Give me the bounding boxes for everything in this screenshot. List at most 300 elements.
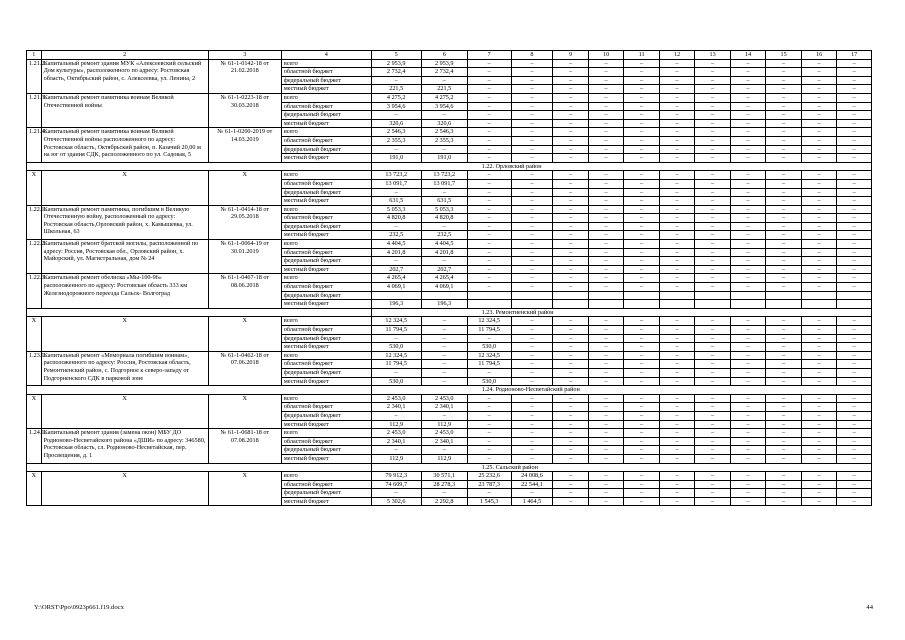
amount-cell: – — [695, 437, 731, 446]
amount-cell: – — [588, 437, 624, 446]
amount-cell: – — [659, 93, 695, 102]
amount-cell: – — [421, 111, 467, 120]
amount-cell — [467, 300, 511, 309]
amount-cell: – — [624, 360, 660, 369]
amount-cell: – — [511, 154, 553, 163]
amount-cell: 2 953,9 — [421, 59, 467, 68]
amount-cell: – — [730, 360, 766, 369]
amount-cell — [766, 300, 802, 309]
amount-cell: 320,6 — [371, 119, 421, 128]
amount-cell: – — [553, 231, 589, 240]
amount-cell: – — [766, 119, 802, 128]
amount-cell: – — [659, 222, 695, 231]
object-name: Капитальный ремонт обелиска «Мы-100-96» расположенного по адресу: Ростовская область 333 км Железнодорожного переезда Сальск- Волгоград — [41, 274, 208, 308]
amount-cell: – — [421, 368, 467, 377]
amount-cell: – — [766, 326, 802, 335]
amount-cell: – — [624, 76, 660, 85]
amount-cell: 2 292,8 — [421, 497, 467, 506]
amount-cell: 13 723,2 — [371, 171, 421, 180]
funding-source: всего — [281, 394, 371, 403]
amount-cell: – — [695, 446, 731, 455]
amount-cell: – — [659, 59, 695, 68]
amount-cell: – — [659, 377, 695, 386]
amount-cell: – — [371, 334, 421, 343]
funding-source: областной бюджет — [281, 480, 371, 489]
amount-cell: – — [801, 257, 837, 266]
object-number: Х — [27, 472, 42, 506]
amount-cell: 112,9 — [371, 420, 421, 429]
amount-cell: – — [624, 480, 660, 489]
amount-cell: – — [467, 368, 511, 377]
amount-cell: – — [588, 68, 624, 77]
amount-cell: – — [588, 205, 624, 214]
amount-cell: – — [624, 368, 660, 377]
funding-source: областной бюджет — [281, 214, 371, 223]
amount-cell: 2 355,3 — [421, 136, 467, 145]
amount-cell: – — [588, 214, 624, 223]
amount-cell: 5 053,3 — [371, 205, 421, 214]
amount-cell: – — [766, 145, 802, 154]
amount-cell: – — [467, 179, 511, 188]
amount-cell: – — [730, 214, 766, 223]
object-number: 1.22.2. — [27, 240, 42, 274]
amount-cell: 202,7 — [371, 265, 421, 274]
amount-cell: 4 069,1 — [421, 283, 467, 292]
district-blank — [27, 308, 372, 317]
amount-cell: – — [511, 59, 553, 68]
amount-cell: 5 302,6 — [371, 497, 421, 506]
object-name: Х — [41, 171, 208, 205]
amount-cell: – — [624, 222, 660, 231]
amount-cell: – — [695, 76, 731, 85]
amount-cell: – — [588, 368, 624, 377]
amount-cell: – — [730, 119, 766, 128]
object-name: Х — [41, 317, 208, 351]
table-row — [27, 171, 872, 180]
amount-cell: – — [659, 257, 695, 266]
amount-cell: 4 069,1 — [371, 283, 421, 292]
amount-cell: – — [801, 179, 837, 188]
amount-cell: – — [730, 343, 766, 352]
amount-cell: – — [659, 231, 695, 240]
column-number: 16 — [801, 51, 837, 60]
amount-cell: – — [588, 119, 624, 128]
amount-cell: – — [837, 472, 872, 481]
amount-cell: – — [511, 85, 553, 94]
amount-cell: – — [695, 188, 731, 197]
funding-source: местный бюджет — [281, 420, 371, 429]
district-row — [27, 308, 872, 317]
amount-cell: – — [588, 360, 624, 369]
amount-cell: – — [553, 351, 589, 360]
amount-cell: – — [371, 257, 421, 266]
amount-cell — [695, 300, 731, 309]
amount-cell: 631,5 — [421, 197, 467, 206]
amount-cell: – — [766, 231, 802, 240]
amount-cell: – — [837, 283, 872, 292]
amount-cell: – — [659, 283, 695, 292]
amount-cell: – — [801, 111, 837, 120]
amount-cell: – — [695, 111, 731, 120]
amount-cell: – — [695, 472, 731, 481]
object-number: 1.21.3. — [27, 93, 42, 127]
amount-cell: – — [553, 111, 589, 120]
amount-cell: – — [624, 377, 660, 386]
column-number: 8 — [511, 51, 553, 60]
amount-cell: – — [553, 420, 589, 429]
amount-cell: – — [695, 317, 731, 326]
amount-cell: – — [801, 377, 837, 386]
amount-cell: – — [553, 136, 589, 145]
amount-cell: – — [421, 411, 467, 420]
amount-cell: – — [659, 394, 695, 403]
amount-cell: 2 453,0 — [371, 429, 421, 438]
amount-cell: – — [553, 128, 589, 137]
object-number: 1.22.3. — [27, 274, 42, 308]
amount-cell: – — [467, 446, 511, 455]
table-row — [27, 128, 872, 137]
funding-source: областной бюджет — [281, 179, 371, 188]
amount-cell: – — [659, 326, 695, 335]
amount-cell: – — [801, 171, 837, 180]
amount-cell: – — [588, 480, 624, 489]
amount-cell: – — [659, 111, 695, 120]
district-blank — [27, 162, 372, 171]
amount-cell — [467, 291, 511, 300]
amount-cell: – — [837, 222, 872, 231]
amount-cell: – — [801, 154, 837, 163]
amount-cell: – — [766, 497, 802, 506]
amount-cell: – — [801, 85, 837, 94]
amount-cell: – — [766, 240, 802, 249]
amount-cell: – — [553, 394, 589, 403]
amount-cell: – — [624, 145, 660, 154]
amount-cell: – — [766, 334, 802, 343]
amount-cell: – — [588, 394, 624, 403]
amount-cell: – — [553, 240, 589, 249]
amount-cell: – — [695, 420, 731, 429]
amount-cell: – — [801, 334, 837, 343]
amount-cell: – — [624, 102, 660, 111]
funding-source: федеральный бюджет — [281, 489, 371, 498]
amount-cell: – — [730, 326, 766, 335]
amount-cell: – — [624, 248, 660, 257]
district-row — [27, 463, 872, 472]
amount-cell: – — [588, 59, 624, 68]
expertise-doc: Х — [208, 171, 281, 205]
amount-cell: – — [371, 489, 421, 498]
object-number: 1.22.1. — [27, 205, 42, 239]
amount-cell: – — [511, 222, 553, 231]
amount-cell: – — [553, 403, 589, 412]
amount-cell: – — [766, 188, 802, 197]
amount-cell: – — [467, 59, 511, 68]
amount-cell: – — [801, 326, 837, 335]
amount-cell: – — [730, 76, 766, 85]
amount-cell: – — [837, 497, 872, 506]
amount-cell: – — [624, 179, 660, 188]
funding-source: местный бюджет — [281, 197, 371, 206]
amount-cell: 631,5 — [371, 197, 421, 206]
amount-cell: 2 732,4 — [421, 68, 467, 77]
funding-source: федеральный бюджет — [281, 76, 371, 85]
expertise-doc: № 61-1-0462-18 от 07.06.2018 — [208, 351, 281, 385]
amount-cell: – — [421, 377, 467, 386]
amount-cell: – — [695, 283, 731, 292]
amount-cell: – — [624, 59, 660, 68]
amount-cell: 11 794,5 — [467, 326, 511, 335]
funding-source: федеральный бюджет — [281, 222, 371, 231]
amount-cell: – — [766, 454, 802, 463]
amount-cell: – — [801, 274, 837, 283]
amount-cell: – — [837, 403, 872, 412]
object-number: 1.21.4. — [27, 128, 42, 162]
amount-cell: – — [659, 154, 695, 163]
amount-cell: – — [695, 222, 731, 231]
expertise-doc: № 61-1-0223-18 от 30.03.2018 — [208, 93, 281, 127]
amount-cell: – — [467, 205, 511, 214]
funding-source: местный бюджет — [281, 231, 371, 240]
amount-cell: – — [766, 472, 802, 481]
amount-cell: – — [588, 403, 624, 412]
funding-source: областной бюджет — [281, 248, 371, 257]
amount-cell: – — [511, 265, 553, 274]
object-name: Х — [41, 472, 208, 506]
amount-cell: – — [695, 214, 731, 223]
amount-cell: – — [588, 240, 624, 249]
amount-cell: 530,0 — [371, 377, 421, 386]
object-number: 1.23.1. — [27, 351, 42, 385]
table-body — [27, 51, 872, 506]
amount-cell: 4 275,2 — [421, 93, 467, 102]
amount-cell: – — [467, 197, 511, 206]
amount-cell: – — [511, 102, 553, 111]
amount-cell: – — [766, 446, 802, 455]
amount-cell: – — [766, 274, 802, 283]
amount-cell: – — [421, 326, 467, 335]
amount-cell: – — [553, 334, 589, 343]
amount-cell: – — [695, 377, 731, 386]
amount-cell: – — [553, 197, 589, 206]
amount-cell: – — [695, 429, 731, 438]
amount-cell: 2 546,3 — [421, 128, 467, 137]
amount-cell: – — [730, 274, 766, 283]
amount-cell: – — [421, 343, 467, 352]
amount-cell: 112,9 — [371, 454, 421, 463]
object-name: Капитальный ремонт памятника, погибшим в Великую Отечественную войну, расположенный по адресу: Ростовская область,Орловский район, х. Камышевка, ул. Школьная, 63 — [41, 205, 208, 239]
amount-cell — [553, 300, 589, 309]
amount-cell: – — [659, 446, 695, 455]
amount-cell: – — [730, 257, 766, 266]
amount-cell: 202,7 — [421, 265, 467, 274]
amount-cell — [659, 291, 695, 300]
funding-source: всего — [281, 128, 371, 137]
amount-cell — [553, 291, 589, 300]
amount-cell: – — [801, 231, 837, 240]
object-number: 1.24.1. — [27, 429, 42, 463]
column-number: 17 — [837, 51, 872, 60]
amount-cell: 196,3 — [371, 300, 421, 309]
amount-cell: – — [588, 497, 624, 506]
amount-cell: – — [766, 265, 802, 274]
amount-cell: – — [695, 497, 731, 506]
amount-cell: – — [730, 179, 766, 188]
amount-cell: 11 794,5 — [467, 360, 511, 369]
amount-cell: – — [421, 334, 467, 343]
amount-cell: – — [766, 93, 802, 102]
amount-cell: 4 820,8 — [371, 214, 421, 223]
table-row — [27, 394, 872, 403]
amount-cell: – — [695, 128, 731, 137]
column-number: 9 — [553, 51, 589, 60]
column-number: 4 — [281, 51, 371, 60]
amount-cell: – — [837, 343, 872, 352]
amount-cell: – — [588, 274, 624, 283]
amount-cell: – — [801, 351, 837, 360]
amount-cell: – — [659, 119, 695, 128]
amount-cell: – — [766, 222, 802, 231]
amount-cell: 5 053,3 — [421, 205, 467, 214]
amount-cell: – — [588, 111, 624, 120]
amount-cell: – — [730, 85, 766, 94]
amount-cell: – — [766, 317, 802, 326]
amount-cell: – — [511, 437, 553, 446]
amount-cell: – — [766, 411, 802, 420]
district-blank — [27, 463, 372, 472]
amount-cell: 12 324,5 — [467, 351, 511, 360]
amount-cell: – — [659, 136, 695, 145]
amount-cell: – — [837, 188, 872, 197]
amount-cell: 221,5 — [421, 85, 467, 94]
amount-cell: 74 609,7 — [371, 480, 421, 489]
amount-cell: – — [511, 454, 553, 463]
funding-source: областной бюджет — [281, 136, 371, 145]
amount-cell: – — [421, 360, 467, 369]
amount-cell — [588, 291, 624, 300]
amount-cell: – — [553, 274, 589, 283]
amount-cell: – — [837, 429, 872, 438]
amount-cell: – — [624, 205, 660, 214]
amount-cell: – — [837, 145, 872, 154]
amount-cell: – — [659, 368, 695, 377]
amount-cell: – — [659, 188, 695, 197]
amount-cell: 530,0 — [371, 343, 421, 352]
amount-cell: – — [624, 265, 660, 274]
amount-cell: 25 232,6 — [467, 472, 511, 481]
amount-cell: 2 355,3 — [371, 136, 421, 145]
amount-cell: – — [801, 265, 837, 274]
amount-cell: – — [659, 360, 695, 369]
amount-cell: – — [659, 437, 695, 446]
amount-cell — [730, 300, 766, 309]
funding-source: всего — [281, 240, 371, 249]
amount-cell: – — [837, 257, 872, 266]
amount-cell: – — [766, 85, 802, 94]
amount-cell: – — [801, 197, 837, 206]
amount-cell: – — [553, 480, 589, 489]
funding-source: областной бюджет — [281, 326, 371, 335]
amount-cell: – — [588, 489, 624, 498]
funding-source: федеральный бюджет — [281, 411, 371, 420]
amount-cell — [588, 300, 624, 309]
amount-cell: – — [467, 248, 511, 257]
amount-cell: – — [801, 454, 837, 463]
amount-cell: – — [553, 472, 589, 481]
amount-cell: – — [511, 179, 553, 188]
amount-cell: – — [730, 394, 766, 403]
amount-cell: – — [695, 93, 731, 102]
amount-cell: – — [553, 377, 589, 386]
amount-cell: – — [837, 377, 872, 386]
amount-cell: – — [801, 145, 837, 154]
funding-source: федеральный бюджет — [281, 188, 371, 197]
table-row — [27, 205, 872, 214]
amount-cell: 4 404,5 — [421, 240, 467, 249]
amount-cell: – — [837, 59, 872, 68]
amount-cell: – — [553, 326, 589, 335]
amount-cell: – — [695, 171, 731, 180]
amount-cell: – — [624, 214, 660, 223]
amount-cell: – — [624, 171, 660, 180]
amount-cell: – — [695, 351, 731, 360]
table-row — [27, 59, 872, 68]
amount-cell: 28 278,3 — [421, 480, 467, 489]
amount-cell — [511, 300, 553, 309]
amount-cell: – — [837, 85, 872, 94]
amount-cell: – — [730, 128, 766, 137]
amount-cell: – — [837, 154, 872, 163]
funding-source: областной бюджет — [281, 283, 371, 292]
amount-cell: – — [837, 334, 872, 343]
amount-cell: – — [766, 214, 802, 223]
funding-source: местный бюджет — [281, 343, 371, 352]
amount-cell: – — [766, 403, 802, 412]
amount-cell: – — [766, 205, 802, 214]
amount-cell: – — [730, 93, 766, 102]
object-name: Капитальный ремонт памятника воинам Великой Отечественной войны — [41, 93, 208, 127]
funding-source: областной бюджет — [281, 403, 371, 412]
amount-cell: 191,0 — [421, 154, 467, 163]
amount-cell: 3 954,6 — [421, 102, 467, 111]
amount-cell: – — [511, 240, 553, 249]
amount-cell: – — [837, 274, 872, 283]
amount-cell: – — [467, 102, 511, 111]
amount-cell: 2 453,0 — [421, 394, 467, 403]
district-title: 1.24. Родионово-Несветайский район — [371, 386, 871, 395]
amount-cell: – — [766, 360, 802, 369]
amount-cell: – — [659, 489, 695, 498]
amount-cell: – — [624, 283, 660, 292]
amount-cell — [801, 291, 837, 300]
amount-cell: – — [553, 85, 589, 94]
amount-cell: – — [511, 343, 553, 352]
amount-cell: – — [837, 205, 872, 214]
amount-cell: – — [801, 102, 837, 111]
amount-cell: – — [553, 446, 589, 455]
amount-cell: – — [659, 480, 695, 489]
amount-cell: – — [659, 429, 695, 438]
amount-cell: – — [766, 76, 802, 85]
amount-cell: – — [588, 179, 624, 188]
amount-cell: – — [624, 136, 660, 145]
amount-cell: – — [837, 420, 872, 429]
district-row — [27, 386, 872, 395]
amount-cell: – — [553, 343, 589, 352]
table-row — [27, 240, 872, 249]
amount-cell: – — [467, 283, 511, 292]
amount-cell: – — [467, 214, 511, 223]
amount-cell: 530,0 — [467, 343, 511, 352]
